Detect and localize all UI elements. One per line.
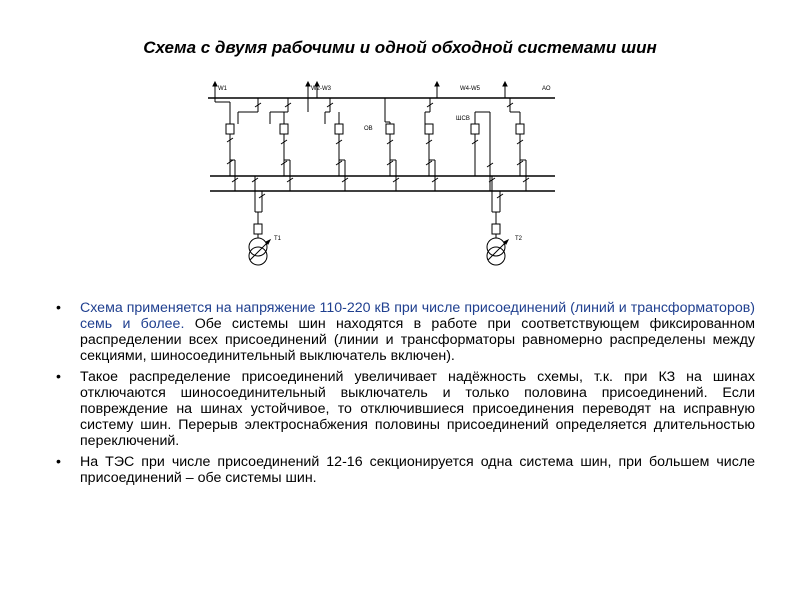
bullet-highlight: Схема применяется на напряжение 110-220 кВ при числе присоединений (линий и трансформаторов) семь и более.: [80, 300, 755, 332]
bullet-text: На ТЭС при числе присоединений 12-16 секционируется одна система шин, при большем числе присоединений – обе системы шин.: [80, 454, 755, 486]
bullet-item: [50, 454, 755, 486]
busbar-scheme-diagram: [180, 72, 570, 272]
bullet-item: [50, 369, 755, 449]
bullet-text: Обе системы шин находятся в работе при соответствующем фиксированном распределении всех присоединений (линии и трансформаторы равномерно распределены между секциями, шиносоединительный выключатель включен).: [80, 316, 755, 364]
description-list: [50, 300, 755, 491]
label-ov: ОВ: [364, 126, 373, 132]
transformer-t1: [249, 176, 270, 265]
bullet-dot: •: [56, 300, 61, 316]
bullet-dot: •: [56, 369, 61, 385]
label-ao: АО: [542, 86, 551, 92]
label-w1: W1: [218, 86, 227, 92]
bullet-text: Такое распределение присоединений увеличивает надёжность схемы, т.к. при КЗ на шинах отключаются шиносоединительный выключатель и только половина присоединений. Если повреждение на шинах устойчивое, то отключившиеся присоединения переводят на исправную систему шин. Перерыв электроснабжения половины присоединений определяется длительностью переключений.: [80, 369, 755, 449]
bullet-dot: •: [56, 454, 61, 470]
slide-title: Схема с двумя рабочими и одной обходной системами шин: [143, 38, 657, 57]
bypass-breaker-ov: [385, 98, 399, 191]
label-shsv: ШСВ: [456, 116, 470, 122]
label-w4-w5: W4-W5: [460, 86, 480, 92]
label-w2-w3: W2-W3: [311, 86, 331, 92]
label-t2: T2: [515, 236, 523, 242]
bus-coupler-shsv: [471, 112, 493, 191]
label-t1: T1: [274, 236, 282, 242]
bullet-item: [50, 300, 755, 364]
